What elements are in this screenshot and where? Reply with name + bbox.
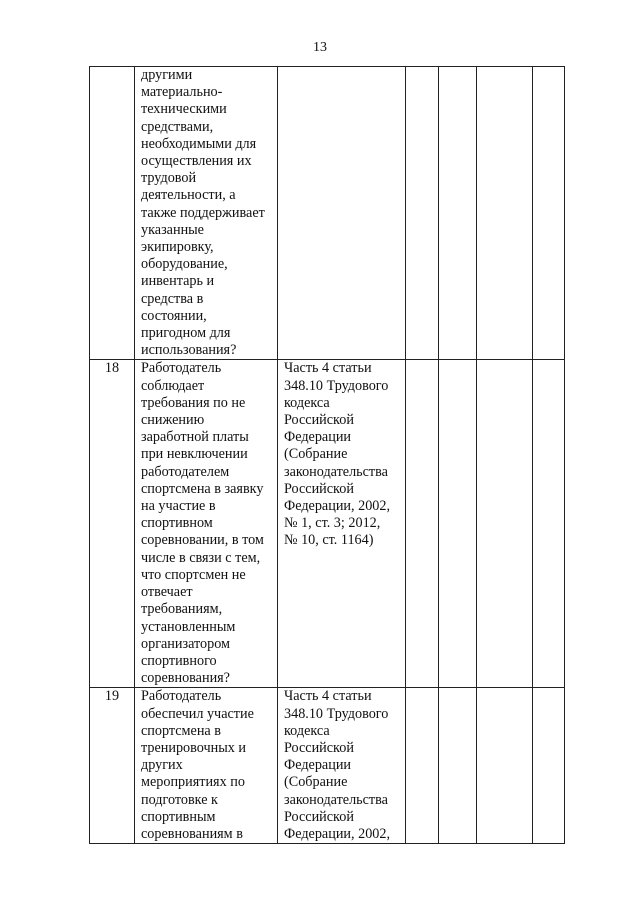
- answer-not-applicable-cell[interactable]: [477, 688, 533, 844]
- note-cell[interactable]: [533, 67, 565, 360]
- note-cell[interactable]: [533, 360, 565, 688]
- checklist-table: [89, 66, 565, 844]
- legal-reference-cell: Часть 4 статьи 348.10 Трудового кодекса Российской Федерации (Собрание законодательства Российской Федерации, 2002, № 1, ст. 3; 2012, № 10, ст. 1164): [278, 360, 406, 688]
- row-number-cell: 18: [90, 360, 135, 688]
- answer-no-cell[interactable]: [439, 360, 477, 688]
- answer-not-applicable-cell[interactable]: [477, 67, 533, 360]
- table-row: [90, 688, 565, 844]
- question-cell: другими материально- техническими средствами, необходимыми для осуществления их трудовой деятельности, а также поддерживает указанные экипировку, оборудование, инвентарь и средства в состоянии, пригодном для использования?: [135, 67, 278, 360]
- row-number-cell: [90, 67, 135, 360]
- answer-no-cell[interactable]: [439, 67, 477, 360]
- question-cell: Работодатель соблюдает требования по не снижению заработной платы при невключении работодателем спортсмена в заявку на участие в спортивном соревновании, в том числе в связи с тем, что спортсмен не отвечает требованиям, установленным организатором спортивного соревнования?: [135, 360, 278, 688]
- answer-no-cell[interactable]: [439, 688, 477, 844]
- note-cell[interactable]: [533, 688, 565, 844]
- row-number-cell: 19: [90, 688, 135, 844]
- table-row: [90, 67, 565, 360]
- legal-reference-cell: Часть 4 статьи 348.10 Трудового кодекса Российской Федерации (Собрание законодательства Российской Федерации, 2002,: [278, 688, 406, 844]
- table-row: [90, 360, 565, 688]
- answer-yes-cell[interactable]: [406, 360, 439, 688]
- answer-yes-cell[interactable]: [406, 688, 439, 844]
- page-number: 13: [313, 40, 327, 55]
- answer-yes-cell[interactable]: [406, 67, 439, 360]
- question-cell: Работодатель обеспечил участие спортсмена в тренировочных и других мероприятиях по подготовке к спортивным соревнованиям в: [135, 688, 278, 844]
- legal-reference-cell: [278, 67, 406, 360]
- answer-not-applicable-cell[interactable]: [477, 360, 533, 688]
